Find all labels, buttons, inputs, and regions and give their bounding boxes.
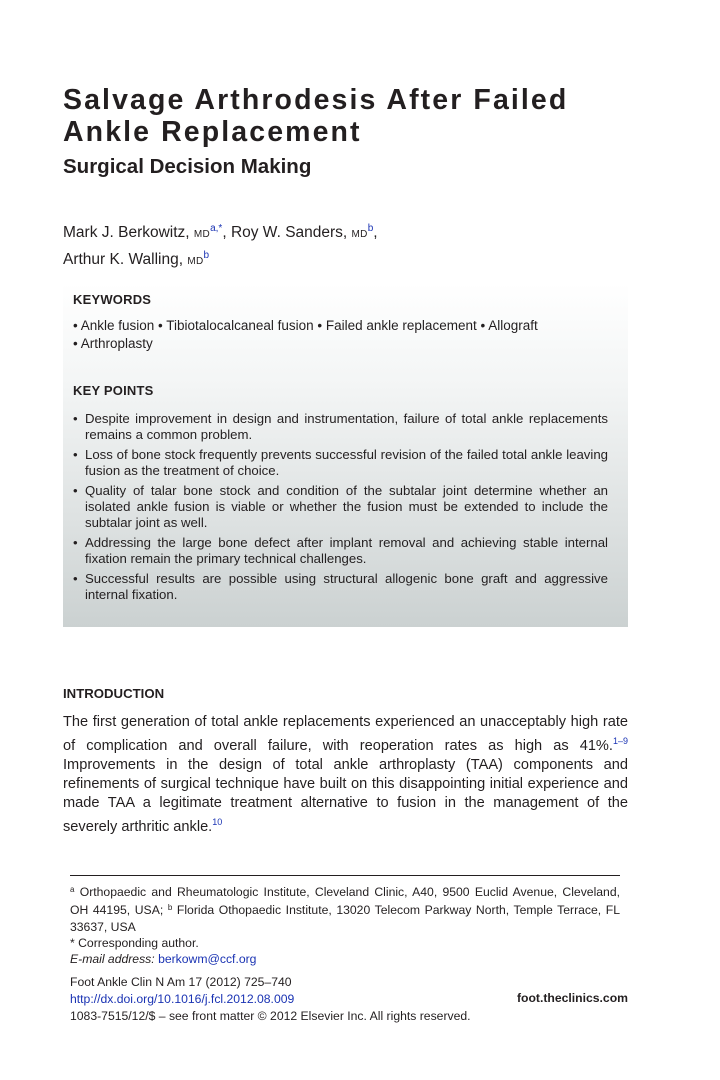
keyword-item: • Failed ankle replacement [317,318,477,333]
author-name: Arthur K. Walling, [63,251,184,268]
bullet-icon: • [73,483,78,498]
author-list [63,218,378,272]
author-line [63,218,378,245]
corresponding-author: * Corresponding author. [70,935,199,950]
author-degree: MD [351,229,368,240]
key-point-item: • Quality of talar bone stock and condition of the subtalar joint determine whether an isolated ankle fusion is viable or whether the fusion must be extended to include the subtalar joint as well. [73,483,608,530]
separator: , [373,224,378,241]
introduction-paragraph: The first generation of total ankle replacements experienced an unacceptably high rate of complication and overall failure, with reoperation rates as high as 41%.$^{1-9}$ Improvements in the design of total ankle arthroplasty (TAA) components and refinements of surgical technique have built on this disappointing initial experience and made TAA a legitimate treatment alternative to fusion in the management of the severely arthritic ankle.$^{10}$ [63,714,628,835]
key-point-item: • Addressing the large bone defect after implant removal and achieving stable internal fixation remain the primary technical challenges. [73,535,608,566]
bullet-icon: • [73,447,78,462]
author-name: Roy W. Sanders, [230,224,348,241]
keywords-keypoints-box [63,283,628,627]
bullet-icon: • [73,571,78,586]
author-degree: MD [187,256,204,267]
doi-link[interactable]: http://dx.doi.org/10.1016/j.fcl.2012.08.009 [70,992,295,1006]
affiliation-link[interactable]: b [367,223,374,234]
journal-info [70,974,471,1025]
article-subtitle: Surgical Decision Making [63,155,312,178]
keyword-item: • Allograft [480,318,538,333]
bullet-icon: • [73,535,78,550]
copyright: 1083-7515/12/$ – see front matter © 2012 Elsevier Inc. All rights reserved. [70,1009,471,1023]
author-line [63,245,378,272]
section-heading-introduction: INTRODUCTION [63,686,165,701]
keywords-list [73,317,538,353]
key-point-item: • Successful results are possible using structural allogenic bone graft and aggressive internal fixation. [73,571,608,602]
key-points-list [73,411,608,607]
affiliation-link[interactable]: b [203,250,210,261]
key-point-item: • Loss of bone stock frequently prevents successful revision of the failed total ankle leaving fusion as the treatment of choice. [73,447,608,478]
author-degree: MD [193,229,211,240]
key-point-item: • Despite improvement in design and instrumentation, failure of total ankle replacements remains a common problem. [73,411,608,442]
affiliation-footnote: $^a$ Orthopaedic and Rheumatologic Institute, Cleveland Clinic, A40, 9500 Euclid Avenue, Cleveland, OH 44195, USA; $^b$ Florida Othopaedic Institute, 13020 Telecom Parkway North, Temple Terrace, FL 33637, USA [70,885,621,934]
author-name: Mark J. Berkowitz, [63,224,190,241]
footnotes [70,882,620,967]
separator: , [222,224,227,241]
email-line: E-mail address: berkowm@ccf.org [70,952,257,967]
site-url[interactable]: foot.theclinics.com [516,991,628,1005]
footnote-divider [70,875,620,876]
journal-citation: Foot Ankle Clin N Am 17 (2012) 725–740 [70,975,292,989]
reference-link[interactable]: 1–9 [612,736,628,746]
affiliation-link[interactable]: a,* [210,223,223,234]
title-line: Salvage Arthrodesis After Failed [63,84,569,116]
title-line: Ankle Replacement [63,116,362,148]
reference-link[interactable]: 10 [212,816,223,827]
keyword-item: • Arthroplasty [73,336,153,351]
key-points-heading: KEY POINTS [73,383,154,398]
email-link[interactable]: berkowm@ccf.org [158,952,257,967]
keyword-item: • Tibiotalocalcaneal fusion [158,318,314,333]
article-title [63,84,663,148]
keywords-heading: KEYWORDS [73,292,152,307]
keyword-item: • Ankle fusion [73,318,155,333]
bullet-icon: • [73,411,78,426]
